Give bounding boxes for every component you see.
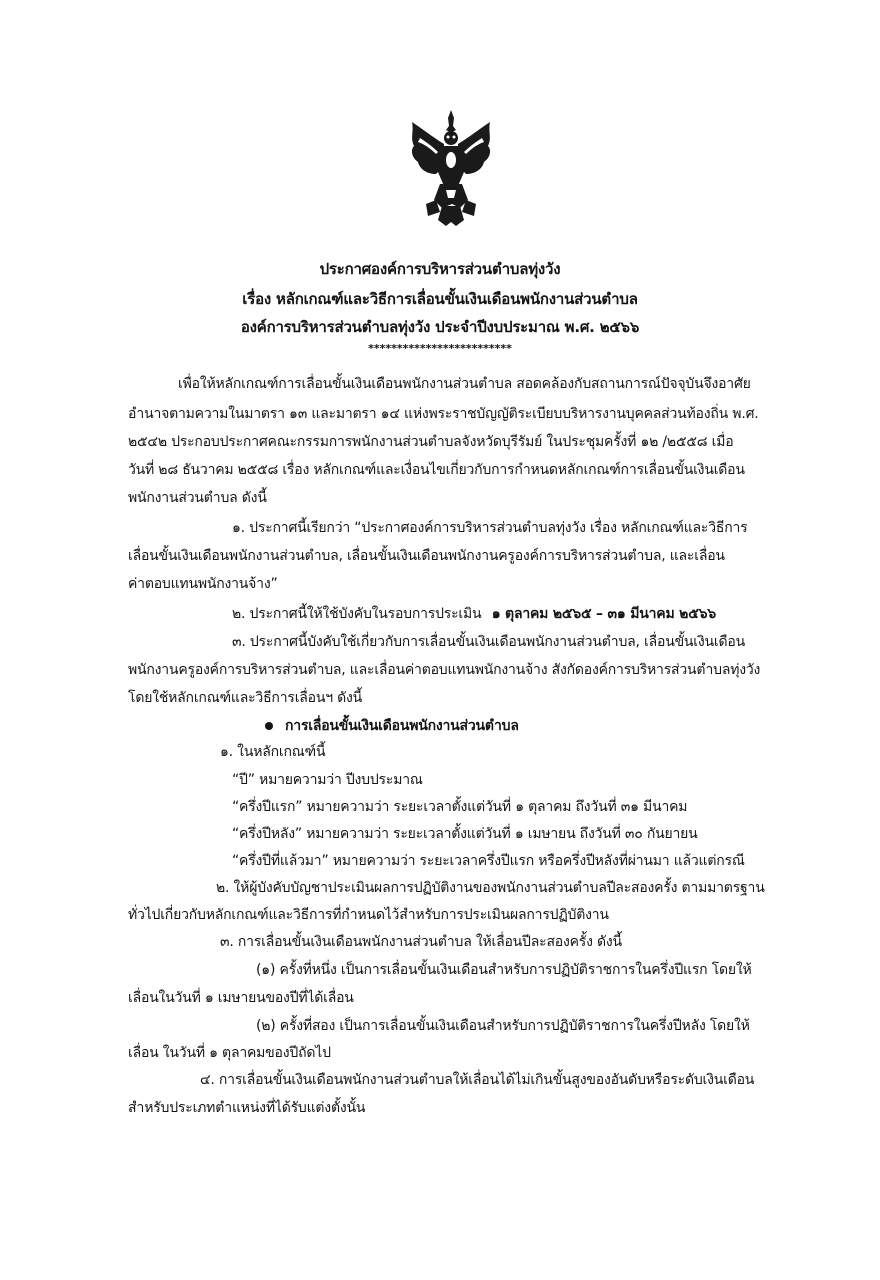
intro-line-5: พนักงานส่วนตำบล ดังนี้ [128,490,267,506]
title-line-2: เรื่อง หลักเกณฑ์และวิธีการเลื่อนขั้นเงินเดือนพนักงานส่วนตำบล [242,290,638,308]
item-3-sub-2-line-1: (๒) ครั้งที่สอง เป็นการเลื่อนขั้นเงินเดือนสำหรับการปฏิบัติราชการในครึ่งปีหลัง โดยให้ [256,1018,750,1034]
clause-1-line-3: ค่าตอบแทนพนักงานจ้าง” [128,576,278,592]
title-line-1: ประกาศองค์การบริหารส่วนตำบลทุ่งวัง [319,260,561,278]
item-4-line-2: สำหรับประเภทตำแหน่งที่ได้รับแต่งตั้งนั้น [128,1100,366,1116]
section-heading-text: การเลื่อนขั้นเงินเดือนพนักงานส่วนตำบล [285,718,519,734]
clause-3-line-2: พนักงานครูองค์การบริหารส่วนตำบล, และเลื่อนค่าตอบแทนพนักงานจ้าง สังกัดองค์การบริหารส่วนตำบลทุ่งวัง [128,662,761,678]
definition-year: “ปี” หมายความว่า ปีงบประมาณ [232,772,423,788]
item-3-sub-1-line-2: เลื่อนในวันที่ ๑ เมษายนของปีที่ได้เลื่อน [128,990,354,1006]
item-3-sub-2-line-2: เลื่อน ในวันที่ ๑ ตุลาคมของปีถัดไป [128,1045,331,1061]
item-2-line-2: ทั่วไปเกี่ยวกับหลักเกณฑ์และวิธีการที่กำหนดไว้สำหรับการประเมินผลการปฏิบัติงาน [128,907,609,923]
clause-3-line-1: ๓. ประกาศนี้บังคับใช้เกี่ยวกับการเลื่อนขั้นเงินเดือนพนักงานส่วนตำบล, เลื่อนขั้นเงินเดือน [232,634,745,650]
clause-1-line-2: เลื่อนขั้นเงินเดือนพนักงานส่วนตำบล, เลื่อนขั้นเงินเดือนพนักงานครูองค์การบริหารส่วนตำบล, และเลื่อน [128,548,725,564]
bullet-icon [265,722,273,730]
clause-2-text: ๒. ประกาศนี้ให้ใช้บังคับในรอบการประเมิน [232,606,482,622]
definition-past-half: “ครึ่งปีที่แล้วมา” หมายความว่า ระยะเวลาครึ่งปีแรก หรือครึ่งปีหลังที่ผ่านมา แล้วแต่กรณี [232,853,745,869]
intro-line-2: อำนาจตามความในมาตรา ๑๓ และมาตรา ๑๔ แห่งพระราชบัญญัติระเบียบบริหารงานบุคคลส่วนท้องถิ่น พ.ศ. [128,406,759,422]
clause-2 [232,604,716,624]
section-heading [265,716,519,736]
definition-second-half: “ครึ่งปีหลัง” หมายความว่า ระยะเวลาตั้งแต่วันที่ ๑ เมษายน ถึงวันที่ ๓๐ กันยายน [232,826,698,842]
item-1-heading: ๑. ในหลักเกณฑ์นี้ [220,744,326,760]
clause-2-period: ๑ ตุลาคม ๒๕๖๕ – ๓๑ มีนาคม ๒๕๖๖ [491,606,716,622]
intro-line-4: วันที่ ๒๘ ธันวาคม ๒๕๕๘ เรื่อง หลักเกณฑ์และเงื่อนไขเกี่ยวกับการกำหนดหลักเกณฑ์การเลื่อนขั้นเงินเดือน [128,462,745,478]
item-2-line-1: ๒. ให้ผู้บังคับบัญชาประเมินผลการปฏิบัติงานของพนักงานส่วนตำบลปีละสองครั้ง ตามมาตรฐาน [216,880,765,896]
title-line-3: องค์การบริหารส่วนตำบลทุ่งวัง ประจำปีงบประมาณ พ.ศ. ๒๕๖๖ [240,318,640,336]
item-3-sub-1-line-1: (๑) ครั้งที่หนึ่ง เป็นการเลื่อนขั้นเงินเดือนสำหรับการปฏิบัติราชการในครึ่งปีแรก โดยให้ [256,962,752,978]
definition-first-half: “ครึ่งปีแรก” หมายความว่า ระยะเวลาตั้งแต่วันที่ ๑ ตุลาคม ถึงวันที่ ๓๑ มีนาคม [232,799,688,815]
garuda-emblem-icon [406,108,496,230]
title-separator: ************************* [368,342,512,355]
clause-1-line-1: ๑. ประกาศนี้เรียกว่า “ประกาศองค์การบริหารส่วนตำบลทุ่งวัง เรื่อง หลักเกณฑ์และวิธีการ [232,520,748,536]
clause-3-line-3: โดยใช้หลักเกณฑ์และวิธีการเลื่อนฯ ดังนี้ [128,690,363,706]
item-3-heading: ๓. การเลื่อนขั้นเงินเดือนพนักงานส่วนตำบล ให้เลื่อนปีละสองครั้ง ดังนี้ [220,934,622,950]
item-4-line-1: ๔. การเลื่อนขั้นเงินเดือนพนักงานส่วนตำบลให้เลื่อนได้ไม่เกินขั้นสูงของอันดับหรือระดับเงินเดือน [200,1072,755,1088]
intro-line-3: ๒๕๔๒ ประกอบประกาศคณะกรรมการพนักงานส่วนตำบลจังหวัดบุรีรัมย์ ในประชุมครั้งที่ ๑๒ /๒๕๕๘ เมื่อ [128,434,734,450]
intro-line-1: เพื่อให้หลักเกณฑ์การเลื่อนขั้นเงินเดือนพนักงานส่วนตำบล สอดคล้องกับสถานการณ์ปัจจุบันจึงอาศัย [178,376,751,392]
